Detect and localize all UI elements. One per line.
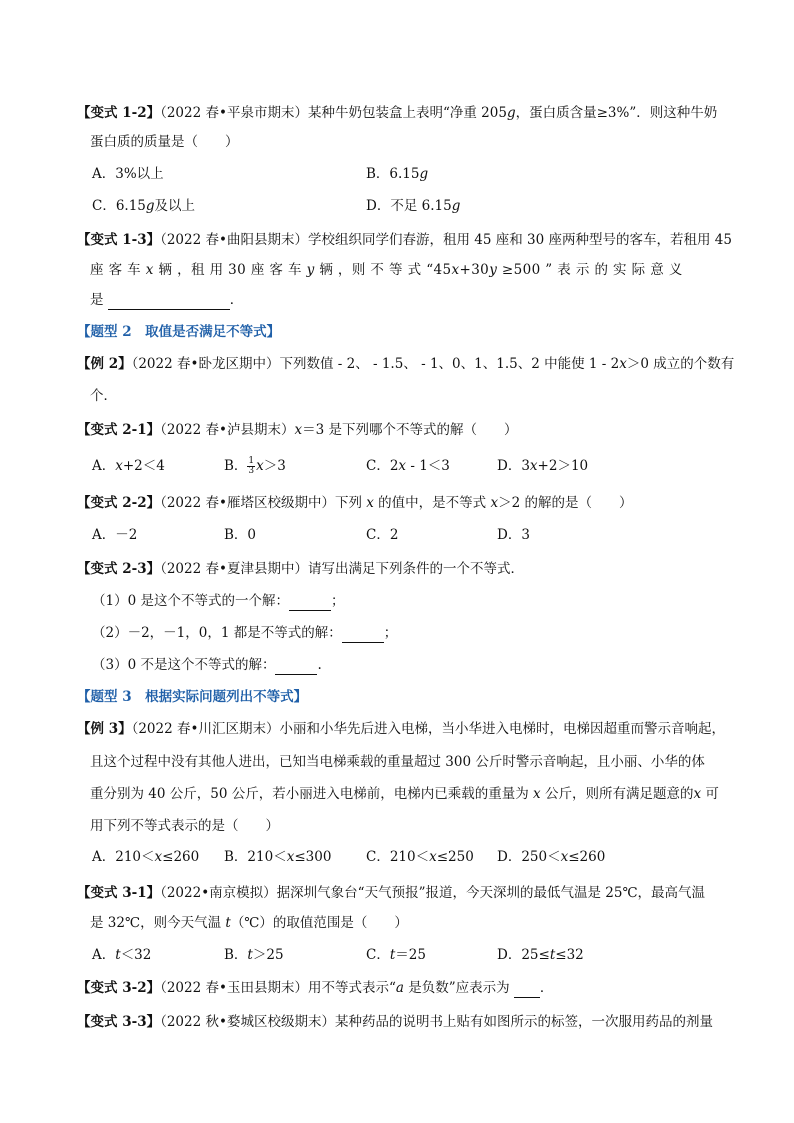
- option-c: C．2x - 1＜3: [366, 458, 450, 474]
- q2-2-line1: 【变式 2-2】（2022 春•雁塔区校级期中）下列 x 的值中，是不等式 x＞2 的解的是（ ）: [77, 495, 633, 511]
- q2-3-item3: （3）0 不是这个不等式的解： .: [92, 657, 322, 673]
- question-tag: 【变式 3-1】: [77, 885, 161, 901]
- question-source: （2022 春•卧龙区期中）: [131, 356, 280, 372]
- question-tag: 【变式 2-1】: [77, 422, 161, 438]
- q1-2-line1: 【变式 1-2】（2022 春•平泉市期末）某种牛奶包装盒上表明“净重 205g，蛋白质含量≥3%”．则这种牛奶: [77, 105, 718, 121]
- ex3-line3: 重分别为 40 公斤，50 公斤，若小丽进入电梯前，电梯内已乘载的重量为 x 公斤，则所有满足题意的x 可: [90, 786, 719, 802]
- q2-1-line1: 【变式 2-1】（2022 春•泸县期末）x＝3 是下列哪个不等式的解（ ）: [77, 422, 518, 438]
- option-d: D．250＜x≤260: [497, 849, 606, 865]
- question-source: （2022•南京模拟）: [160, 885, 277, 901]
- answer-blank[interactable]: [342, 627, 384, 643]
- ex3-line4: 用下列不等式表示的是（ ）: [90, 818, 279, 834]
- option-a: A．－2: [92, 527, 138, 543]
- option-c: C．210＜x≤250: [366, 849, 474, 865]
- option-a: A．x+2＜4: [92, 458, 165, 474]
- q1-2-line2: 蛋白质的质量是（ ）: [90, 134, 239, 150]
- question-source: （2022 秋•婺城区校级期末）: [160, 1014, 335, 1030]
- option-d: D．25≤t≤32: [497, 947, 584, 963]
- question-tag: 【例 2】: [77, 356, 132, 372]
- option-b: B．210＜x≤300: [224, 849, 332, 865]
- ex3-line1: 【例 3】（2022 春•川汇区期末）小丽和小华先后进入电梯，当小华进入电梯时，电梯因超重而警示音响起，: [77, 721, 725, 737]
- q1-3-line3: 是 ．: [90, 292, 244, 308]
- q3-1-line2: 是 32℃，则今天气温 t（℃）的取值范围是（ ）: [90, 915, 408, 931]
- ex3-line2: 且这个过程中没有其他人进出，已知当电梯乘载的重量超过 300 公斤时警示音响起，且小丽、小华的体: [90, 754, 705, 770]
- option-a: A．t＜32: [92, 947, 152, 963]
- option-d: D．3: [497, 527, 530, 543]
- option-d: D．3x+2＞10: [497, 458, 589, 474]
- question-source: （2022 春•泸县期末）: [160, 422, 295, 438]
- answer-blank[interactable]: [275, 659, 317, 675]
- section-heading-type2: 【题型 2 取值是否满足不等式】: [77, 324, 281, 340]
- q2-3-item2: （2）－2，－1，0，1 都是不等式的解： ；: [92, 625, 398, 641]
- question-tag: 【变式 3-2】: [77, 980, 161, 996]
- question-tag: 【变式 1-2】: [77, 105, 161, 121]
- answer-blank[interactable]: [108, 294, 230, 310]
- question-tag: 【例 3】: [77, 721, 132, 737]
- q3-2-line1: 【变式 3-2】（2022 春•玉田县期末）用不等式表示“a 是负数”应表示为 ．: [77, 980, 554, 996]
- question-tag: 【变式 2-3】: [77, 561, 161, 577]
- option-b: B．6.15g: [366, 166, 429, 182]
- question-tag: 【变式 2-2】: [77, 495, 161, 511]
- answer-blank[interactable]: [514, 982, 540, 998]
- option-d: D．不足 6.15g: [366, 198, 461, 214]
- option-c: C．6.15g及以上: [92, 198, 196, 214]
- question-source: （2022 春•川汇区期末）: [131, 721, 280, 737]
- question-tag: 【变式 3-3】: [77, 1014, 161, 1030]
- answer-blank[interactable]: [289, 595, 331, 611]
- option-b: B．0: [224, 527, 257, 543]
- option-b: B． $\frac{1}{3}$ x＞3: [224, 456, 286, 476]
- q1-3-line2: 座 客 车 x 辆 ，租 用 30 座 客 车 y 辆 ，则 不 等 式 “45x+30y ≥500 ” 表 示 的 实 际 意 义: [90, 262, 683, 278]
- option-c: C．2: [366, 527, 399, 543]
- question-source: （2022 春•雁塔区校级期中）: [160, 495, 335, 511]
- question-source: （2022 春•夏津县期中）: [160, 561, 308, 577]
- ex2-line1: 【例 2】（2022 春•卧龙区期中）下列数值 - 2、 - 1.5、 - 1、0、1、1.5、2 中能使 1 - 2x＞0 成立的个数有: [77, 356, 735, 372]
- question-source: （2022 春•平泉市期末）: [160, 105, 308, 121]
- q3-1-line1: 【变式 3-1】（2022•南京模拟）据深圳气象台“天气预报”报道，今天深圳的最低气温是 25℃，最高气温: [77, 885, 706, 901]
- q1-3-line1: 【变式 1-3】（2022 春•曲阳县期末）学校组织同学们春游，租用 45 座和 30 座两种型号的客车，若租用 45: [77, 232, 732, 248]
- question-source: （2022 春•曲阳县期末）: [160, 232, 308, 248]
- q2-3-line1: 【变式 2-3】（2022 春•夏津县期中）请写出满足下列条件的一个不等式．: [77, 561, 524, 577]
- option-a: A．210＜x≤260: [92, 849, 200, 865]
- ex2-line2: 个．: [90, 388, 117, 404]
- q3-3-line1: 【变式 3-3】（2022 秋•婺城区校级期末）某种药品的说明书上贴有如图所示的标签，一次服用药品的剂量: [77, 1014, 713, 1030]
- question-tag: 【变式 1-3】: [77, 232, 161, 248]
- fraction: $\frac{1}{3}$: [248, 456, 255, 476]
- option-a: A．3%以上: [92, 166, 164, 182]
- option-b: B．t＞25: [224, 947, 284, 963]
- option-c: C．t＝25: [366, 947, 426, 963]
- q2-3-item1: （1）0 是这个不等式的一个解： ；: [92, 593, 345, 609]
- question-source: （2022 春•玉田县期末）: [160, 980, 308, 996]
- section-heading-type3: 【题型 3 根据实际问题列出不等式】: [77, 689, 308, 705]
